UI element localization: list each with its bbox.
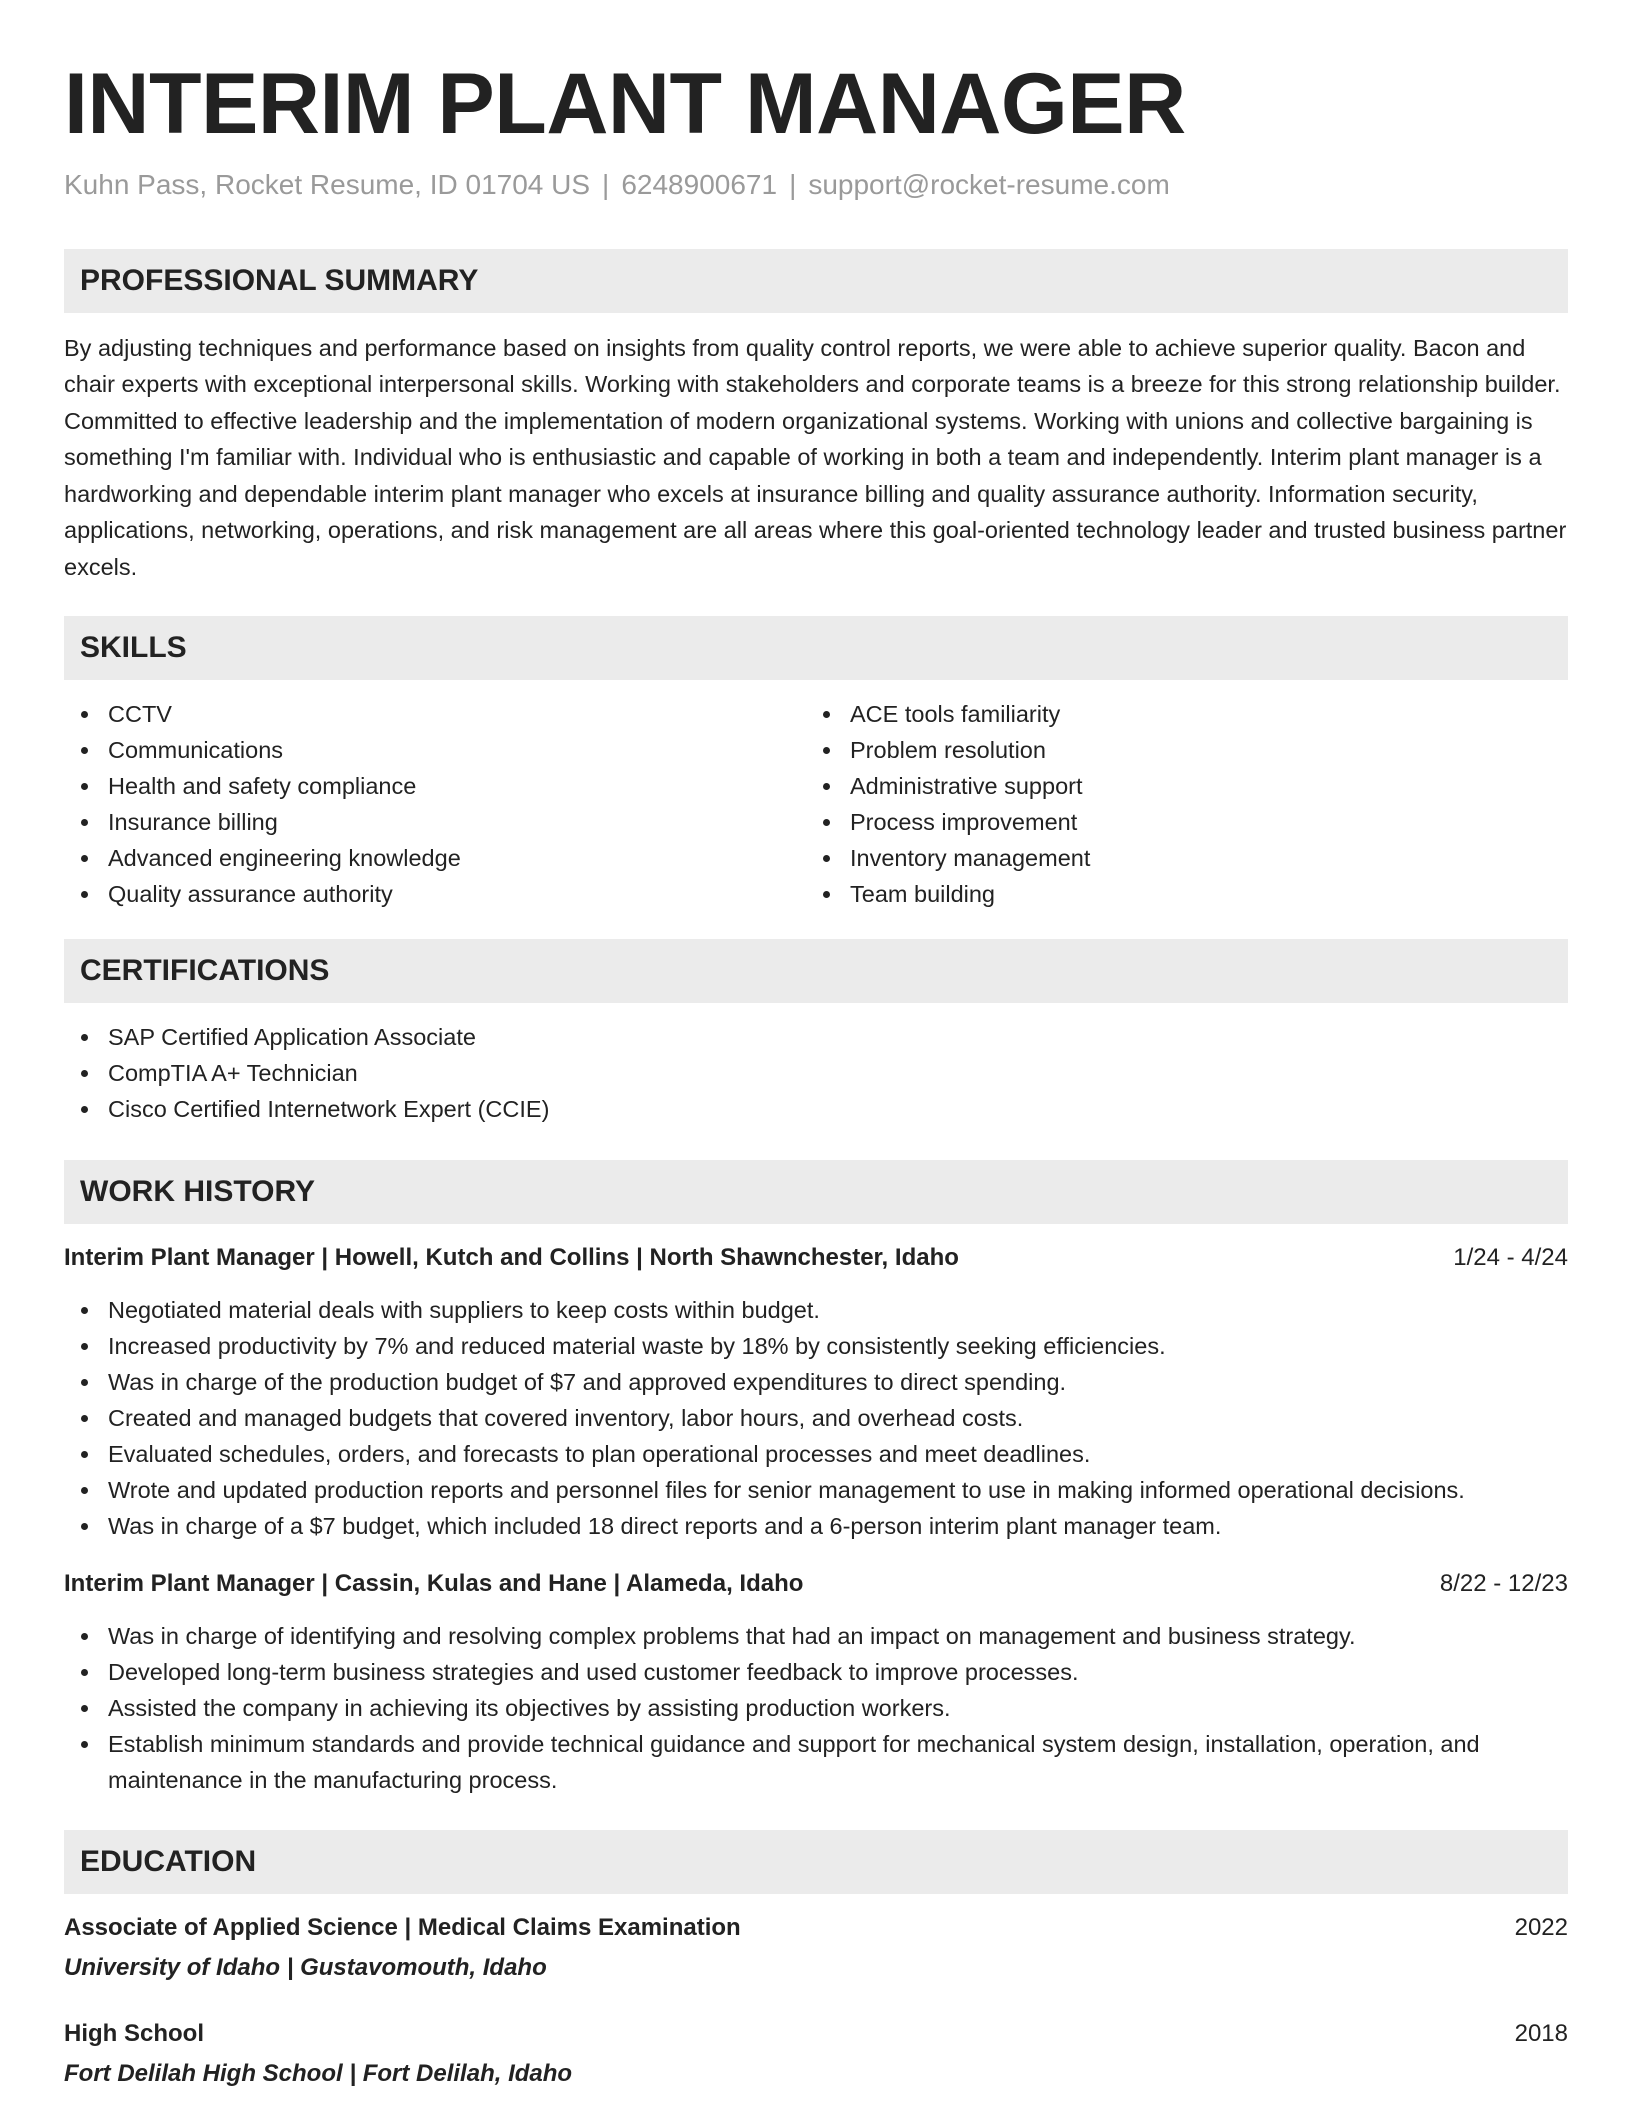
job-entry <box>64 1566 1568 1798</box>
job-header <box>64 1240 1568 1276</box>
summary-text: By adjusting techniques and performance based on insights from quality control reports, we were able to achieve superior quality. Bacon and chair experts with exceptional interpersonal skills. Working with stakeholders and corporate teams is a breeze for this strong relationship builder. Committed to effective leadership and the implementation of modern organizational systems. Working with unions and collective bargaining is something I'm familiar with. Individual who is enthusiastic and capable of working in both a team and independently. Interim plant manager is a hardworking and dependable interim plant manager who excels at insurance billing and quality assurance authority. Information security, applications, networking, operations, and risk management are all areas where this goal-oriented technology leader and trusted business partner excels. <box>64 334 1567 580</box>
education-degree: Associate of Applied Science | Medical Claims Examination <box>64 1914 741 1942</box>
contact-phone: 6248900671 <box>621 169 778 201</box>
resume-title: INTERIM PLANT MANAGER <box>64 56 1186 152</box>
education-entry <box>64 2016 1568 2092</box>
education-year: 2018 <box>1514 2020 1568 2048</box>
job-bullet: Assisted the company in achieving its objectives by assisting production workers. <box>64 1690 1568 1726</box>
certifications-heading: CERTIFICATIONS <box>64 939 1568 1003</box>
job-bullet: Evaluated schedules, orders, and forecasts to plan operational processes and meet deadlines. <box>64 1436 1568 1472</box>
skill-item: Inventory management <box>806 840 1548 876</box>
education-degree: High School <box>64 2020 204 2048</box>
skill-item: Administrative support <box>806 768 1548 804</box>
education-school: Fort Delilah High School | Fort Delilah, Idaho <box>64 2060 573 2088</box>
skill-item: Team building <box>806 876 1548 912</box>
contact-line <box>64 168 1568 202</box>
job-bullets <box>64 1618 1568 1798</box>
job-bullet: Was in charge of identifying and resolving complex problems that had an impact on management and business strategy. <box>64 1618 1568 1654</box>
job-dates: 1/24 - 4/24 <box>1453 1244 1568 1272</box>
job-header <box>64 1566 1568 1602</box>
certifications-list <box>64 1019 1568 1127</box>
contact-separator: | <box>789 169 797 201</box>
job-bullet: Establish minimum standards and provide technical guidance and support for mechanical system design, installation, operation, and maintenance in the manufacturing process. <box>64 1726 1568 1798</box>
job-bullet: Was in charge of the production budget of $7 and approved expenditures to direct spending. <box>64 1364 1568 1400</box>
contact-separator: | <box>602 169 610 201</box>
job-title: Interim Plant Manager | Howell, Kutch and Collins | North Shawnchester, Idaho <box>64 1244 959 1272</box>
certification-item: Cisco Certified Internetwork Expert (CCIE) <box>64 1091 1568 1127</box>
skills-list-right <box>806 696 1548 912</box>
job-bullet: Negotiated material deals with suppliers to keep costs within budget. <box>64 1292 1568 1328</box>
job-title: Interim Plant Manager | Cassin, Kulas and Hane | Alameda, Idaho <box>64 1570 804 1598</box>
skill-item: Advanced engineering knowledge <box>64 840 806 876</box>
resume-page <box>64 0 1568 2092</box>
skill-item: Health and safety compliance <box>64 768 806 804</box>
job-entry <box>64 1240 1568 1544</box>
skill-item: Communications <box>64 732 806 768</box>
skill-item: CCTV <box>64 696 806 732</box>
skills-grid <box>64 696 1568 912</box>
education-entry <box>64 1910 1568 1986</box>
contact-email: support@rocket-resume.com <box>808 169 1170 201</box>
job-bullet: Created and managed budgets that covered inventory, labor hours, and overhead costs. <box>64 1400 1568 1436</box>
certification-item: SAP Certified Application Associate <box>64 1019 1568 1055</box>
job-bullet: Wrote and updated production reports and personnel files for senior management to use in making informed operational decisions. <box>64 1472 1568 1508</box>
skill-item: Process improvement <box>806 804 1548 840</box>
job-bullet: Was in charge of a $7 budget, which included 18 direct reports and a 6-person interim plant manager team. <box>64 1508 1568 1544</box>
contact-address: Kuhn Pass, Rocket Resume, ID 01704 US <box>64 169 591 201</box>
summary-heading: PROFESSIONAL SUMMARY <box>64 249 1568 313</box>
education-school: University of Idaho | Gustavomouth, Idaho <box>64 1954 547 1982</box>
education-header <box>64 2016 1568 2052</box>
job-bullet: Increased productivity by 7% and reduced material waste by 18% by consistently seeking efficiencies. <box>64 1328 1568 1364</box>
education-header <box>64 1910 1568 1946</box>
job-bullet: Developed long-term business strategies and used customer feedback to improve processes. <box>64 1654 1568 1690</box>
job-bullets <box>64 1292 1568 1544</box>
certification-item: CompTIA A+ Technician <box>64 1055 1568 1091</box>
job-dates: 8/22 - 12/23 <box>1439 1570 1568 1598</box>
skill-item: Quality assurance authority <box>64 876 806 912</box>
skill-item: Problem resolution <box>806 732 1548 768</box>
education-heading: EDUCATION <box>64 1830 1568 1894</box>
skill-item: ACE tools familiarity <box>806 696 1548 732</box>
skills-heading: SKILLS <box>64 616 1568 680</box>
skill-item: Insurance billing <box>64 804 806 840</box>
work-history-heading: WORK HISTORY <box>64 1160 1568 1224</box>
skills-list-left <box>64 696 806 912</box>
education-year: 2022 <box>1514 1914 1568 1942</box>
